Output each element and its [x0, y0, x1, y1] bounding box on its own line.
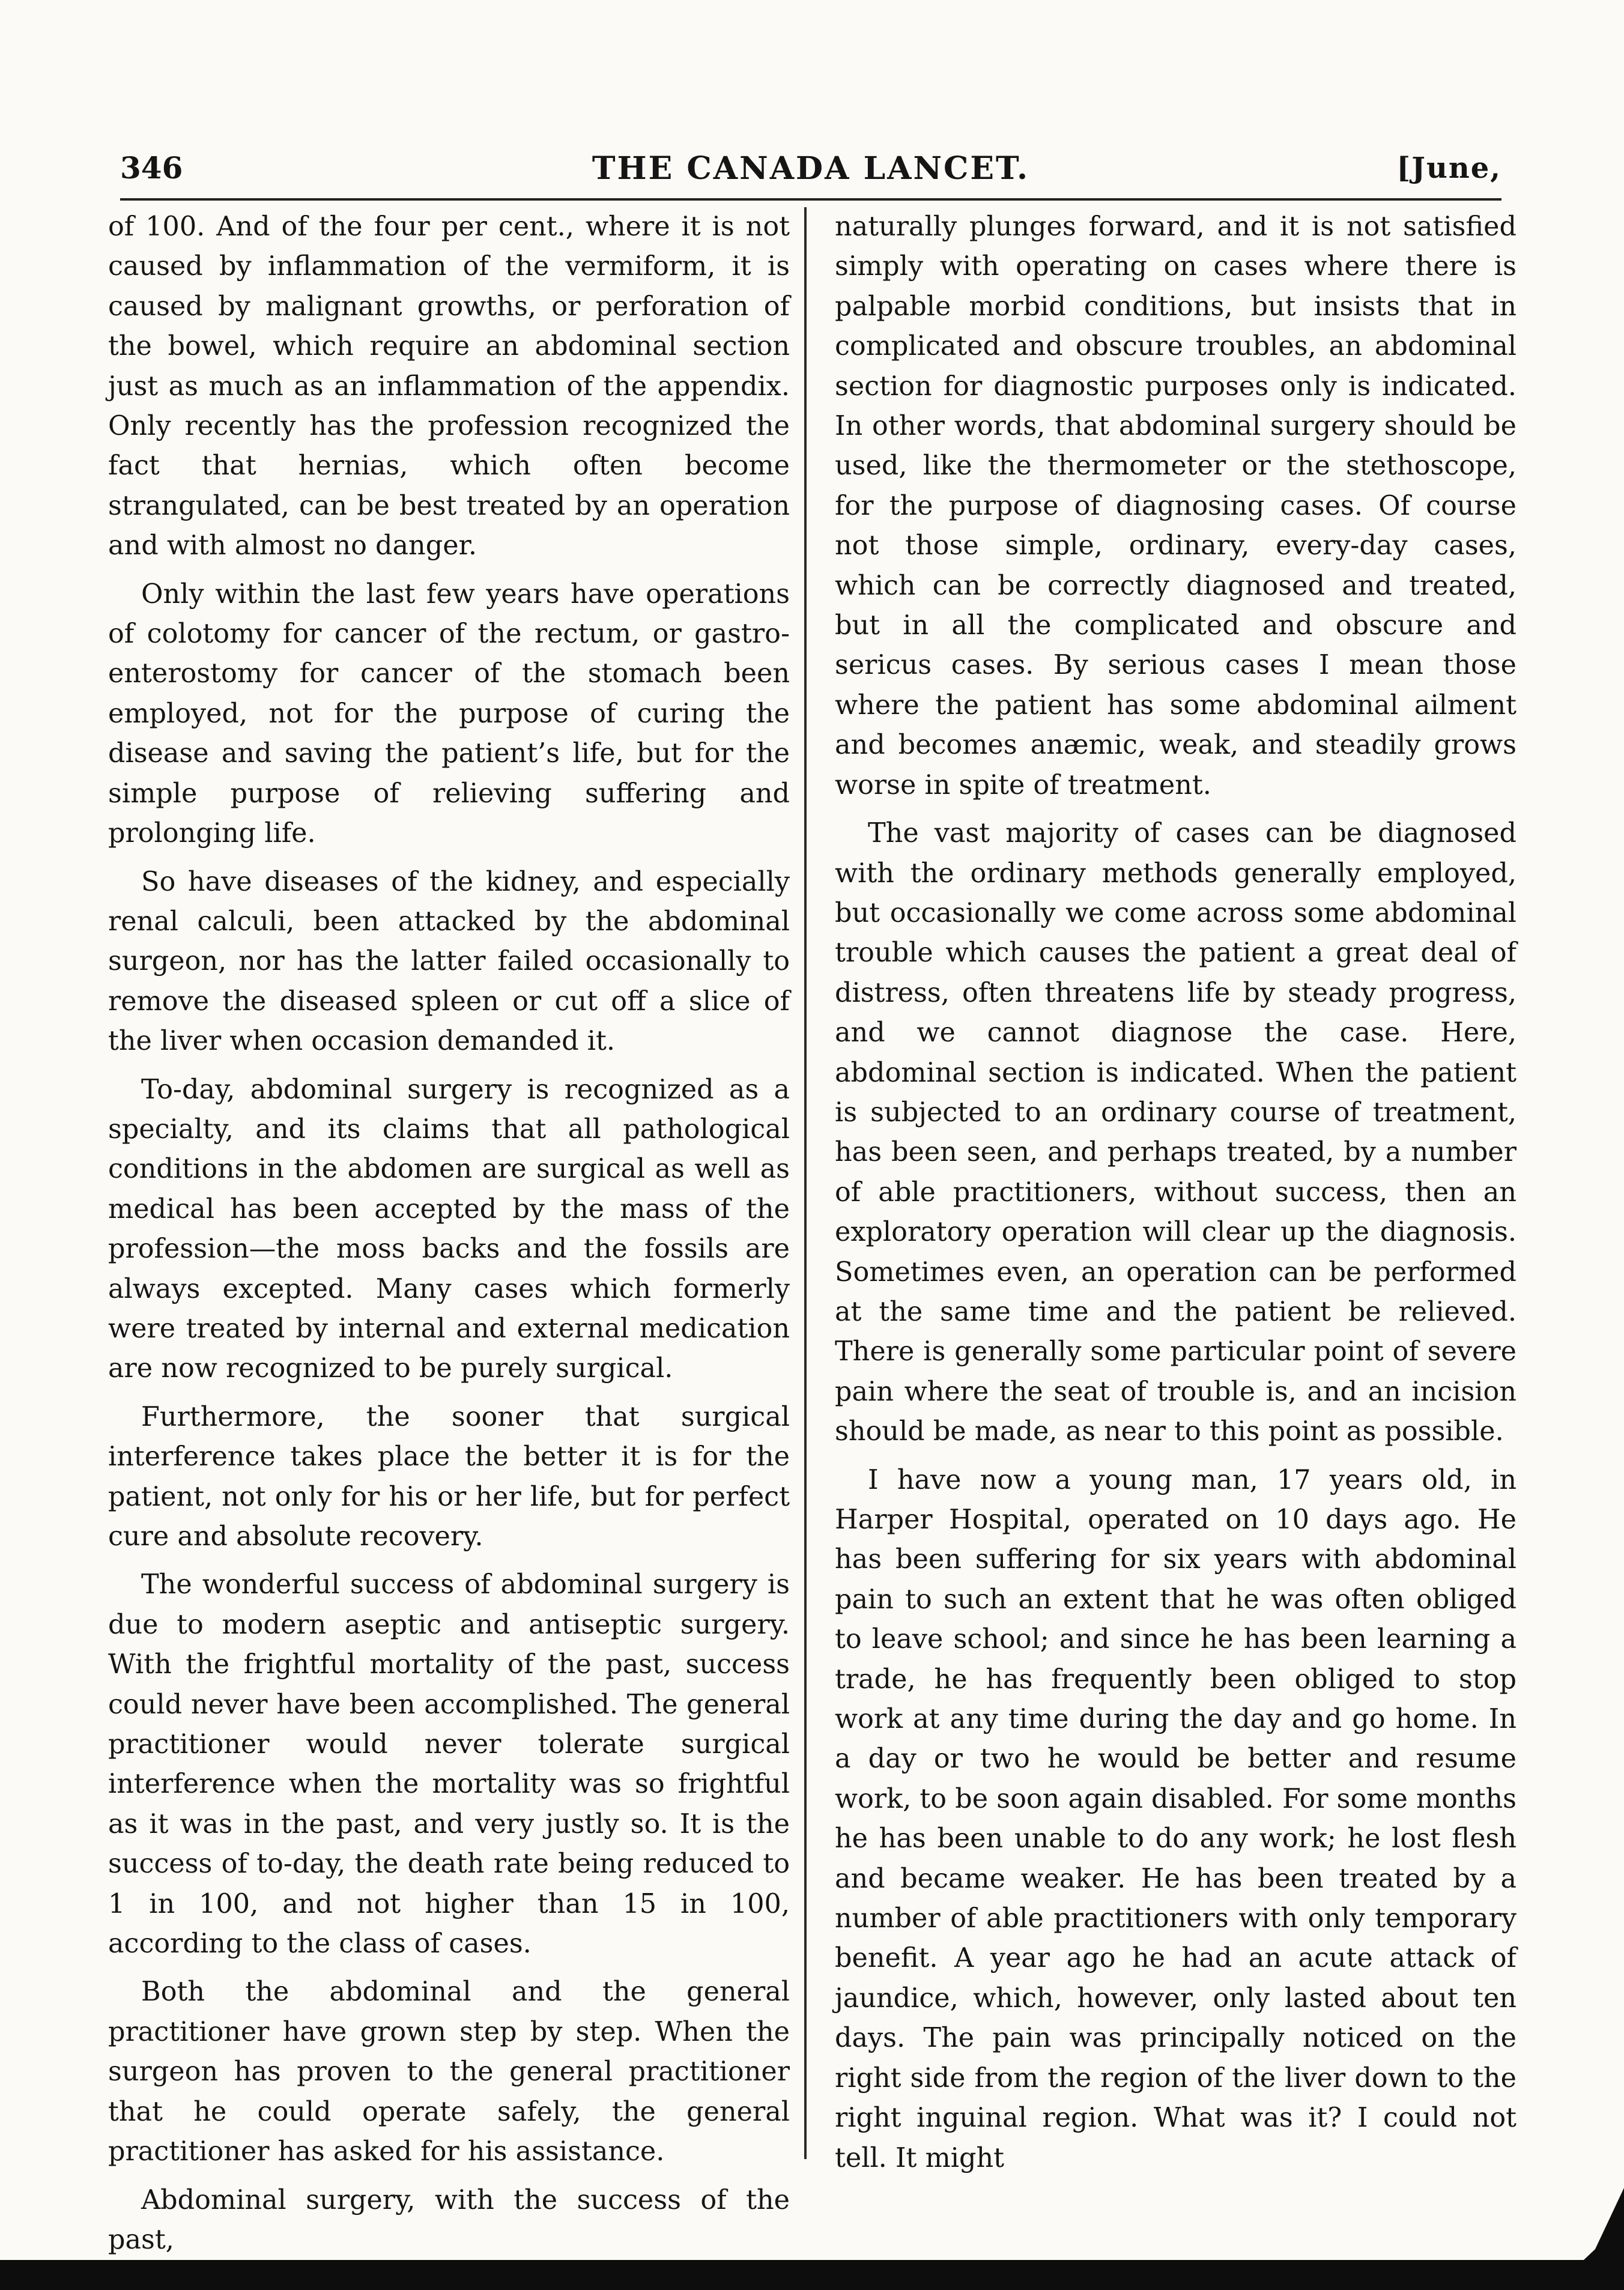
paragraph: The wonderful success of abdominal surgery is due to modern aseptic and antiseptic surgery. With the frightful mortality of the past, success could never have been accomplished. The general practitioner would never tolerate surgical interference when the mortality was so frightful as it was in the past, and very justly so. It is the success of to-day, the death rate being reduced to 1 in 100, and not higher than 15 in 100, according to the class of cases.: [108, 1569, 790, 1960]
paragraph: Furthermore, the sooner that surgical interference takes place the better it is for the patient, not only for his or her life, but for perfect cure and absolute recovery.: [108, 1401, 790, 1552]
paragraph: So have diseases of the kidney, and especially renal calculi, been attacked by the abdominal surgeon, nor has the latter failed occasionally to remove the diseased spleen or cut off a slice of the liver when occasion demanded it.: [108, 866, 790, 1057]
page-header: [120, 144, 1501, 198]
scan-bottom-edge: [0, 2260, 1624, 2290]
column-divider: [804, 207, 807, 2159]
paragraph: I have now a young man, 17 years old, in Harper Hospital, operated on 10 days ago. He has been suffering for six years with abdominal pain to such an extent that he was often obliged to leave school; and since he has been learning a trade, he has frequently been obliged to stop work at any time during the day and go home. In a day or two he would be better and resume work, to be soon again disabled. For some months he has been unable to do any work; he lost flesh and became weaker. He has been treated by a number of able practitioners with only temporary benefit. A year ago he had an acute attack of jaundice, which, however, only lasted about ten days. The pain was principally noticed on the right side from the region of the liver down to the right inguinal region. What was it? I could not tell. It might: [835, 1464, 1516, 2173]
paragraph: Both the abdominal and the general practitioner have grown step by step. When the surgeon has proven to the general practitioner that he could operate safely, the general practitioner has asked for his assistance.: [108, 1976, 790, 2167]
paragraph: To-day, abdominal surgery is recognized as a specialty, and its claims that all pathological conditions in the abdomen are surgical as well as medical has been accepted by the mass of the profession—the moss backs and the fossils are always excepted. Many cases which formerly were treated by internal and external medication are now recognized to be purely surgical.: [108, 1074, 790, 1384]
journal-title: THE CANADA LANCET.: [592, 150, 1030, 187]
paragraph: of 100. And of the four per cent., where it is not caused by inflammation of the vermiform, it is caused by malignant growths, or perforation of the bowel, which require an abdominal section just as much as an inflammation of the appendix. Only recently has the profession recognized the fact that hernias, which often become strangulated, can be best treated by an operation and with almost no danger.: [108, 211, 790, 562]
right-column: [835, 207, 1516, 2187]
paragraph: Abdominal surgery, with the success of the past,: [108, 2184, 790, 2255]
issue-month: [June,: [1396, 151, 1501, 185]
left-column: [108, 207, 790, 2268]
paragraph: Only within the last few years have operations of colotomy for cancer of the rectum, or gastro-enterostomy for cancer of the stomach been employed, not for the purpose of curing the disease and saving the patient’s life, but for the simple purpose of relieving suffering and prolonging life.: [108, 578, 790, 849]
paragraph: The vast majority of cases can be diagnosed with the ordinary methods generally employed, but occasionally we come across some abdominal trouble which causes the patient a great deal of distress, often threatens life by steady progress, and we cannot diagnose the case. Here, abdominal section is indicated. When the patient is subjected to an ordinary course of treatment, has been seen, and perhaps treated, by a number of able practitioners, without success, then an exploratory operation will clear up the diagnosis. Sometimes even, an operation can be performed at the same time and the patient be relieved. There is generally some particular point of severe pain where the seat of trouble is, and an incision should be made, as near to this point as possible.: [835, 818, 1516, 1447]
paragraph: naturally plunges forward, and it is not satisfied simply with operating on cases where there is palpable morbid conditions, but insists that in complicated and obscure troubles, an abdominal section for diagnostic purposes only is indicated. In other words, that abdominal surgery should be used, like the thermometer or the stethoscope, for the purpose of diagnosing cases. Of course not those simple, ordinary, every-day cases, which can be correctly diagnosed and treated, but in all the complicated and obscure and sericus cases. By serious cases I mean those where the patient has some abdominal ailment and becomes anæmic, weak, and steadily grows worse in spite of treatment.: [835, 211, 1516, 801]
page-number: 346: [120, 150, 183, 186]
header-rule: [120, 198, 1501, 201]
